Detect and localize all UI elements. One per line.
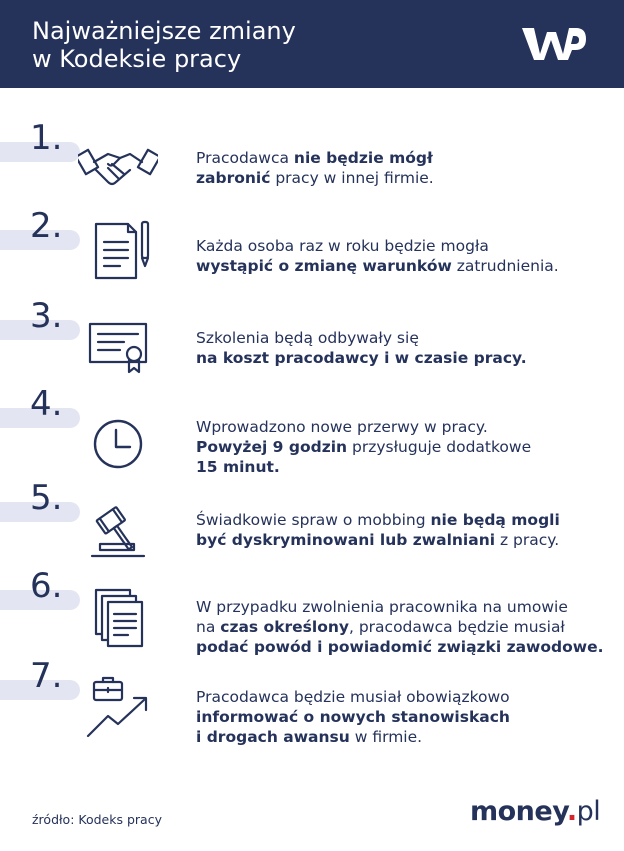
brand-tld: pl	[576, 796, 601, 827]
item-number: 5.	[30, 478, 63, 518]
text-line: być dyskryminowani lub zwalniani z pracy.	[196, 531, 560, 549]
text-line: Wprowadzono nowe przerwy w pracy.	[196, 418, 488, 436]
title-line-1: Najważniejsze zmiany	[32, 17, 296, 45]
briefcase-growth-icon	[78, 674, 158, 738]
text-line: 15 minut.	[196, 458, 280, 476]
clock-icon	[78, 414, 158, 478]
item-number: 1.	[30, 118, 63, 158]
text-line: Każda osoba raz w roku będzie mogła	[196, 237, 489, 255]
text-line: W przypadku zwolnienia pracownika na umowie	[196, 598, 568, 616]
item-number: 3.	[30, 296, 63, 336]
list-item-1	[0, 118, 624, 208]
list-item-6	[0, 566, 624, 656]
text-line: Powyżej 9 godzin przysługuje dodatkowe	[196, 438, 532, 456]
page-title	[32, 17, 296, 73]
text-line: Szkolenia będą odbywały się	[196, 329, 419, 347]
text-line: i drogach awansu w firmie.	[196, 728, 423, 746]
title-line-2: w Kodeksie pracy	[32, 45, 242, 73]
handshake-icon	[78, 134, 158, 198]
brand-main: money	[470, 796, 567, 827]
item-text	[196, 417, 606, 477]
text-line: zabronić pracy w innej firmie.	[196, 169, 434, 187]
list-item-4	[0, 384, 624, 474]
text-line: podać powód i powiadomić związki zawodowe.	[196, 638, 604, 656]
gavel-icon	[78, 500, 158, 564]
money-pl-logo	[470, 796, 600, 827]
text-line: na koszt pracodawcy i w czasie pracy.	[196, 349, 527, 367]
wp-logo	[520, 24, 586, 64]
header-banner	[0, 0, 624, 88]
text-line: na czas określony, pracodawca będzie musiał	[196, 618, 565, 636]
certificate-icon	[78, 314, 158, 378]
list-item-7	[0, 656, 624, 746]
text-line: Pracodawca będzie musiał obowiązkowo	[196, 688, 510, 706]
item-text	[196, 328, 606, 368]
item-number: 4.	[30, 384, 63, 424]
item-text	[196, 236, 606, 276]
item-text	[196, 597, 606, 657]
item-number: 7.	[30, 656, 63, 696]
item-text	[196, 148, 606, 188]
item-number: 6.	[30, 566, 63, 606]
item-number: 2.	[30, 206, 63, 246]
list-item-3	[0, 296, 624, 386]
text-line: informować o nowych stanowiskach	[196, 708, 510, 726]
item-text	[196, 687, 606, 747]
document-pen-icon	[78, 216, 158, 280]
list-item-2	[0, 206, 624, 296]
item-text	[196, 510, 606, 550]
text-line: wystąpić o zmianę warunków zatrudnienia.	[196, 257, 559, 275]
text-line: Świadkowie spraw o mobbing nie będą mogli	[196, 511, 560, 529]
brand-dot: .	[566, 796, 577, 827]
text-line: Pracodawca nie będzie mógł	[196, 149, 433, 167]
documents-stack-icon	[78, 586, 158, 650]
list-item-5	[0, 478, 624, 568]
source-note: źródło: Kodeks pracy	[32, 812, 162, 827]
